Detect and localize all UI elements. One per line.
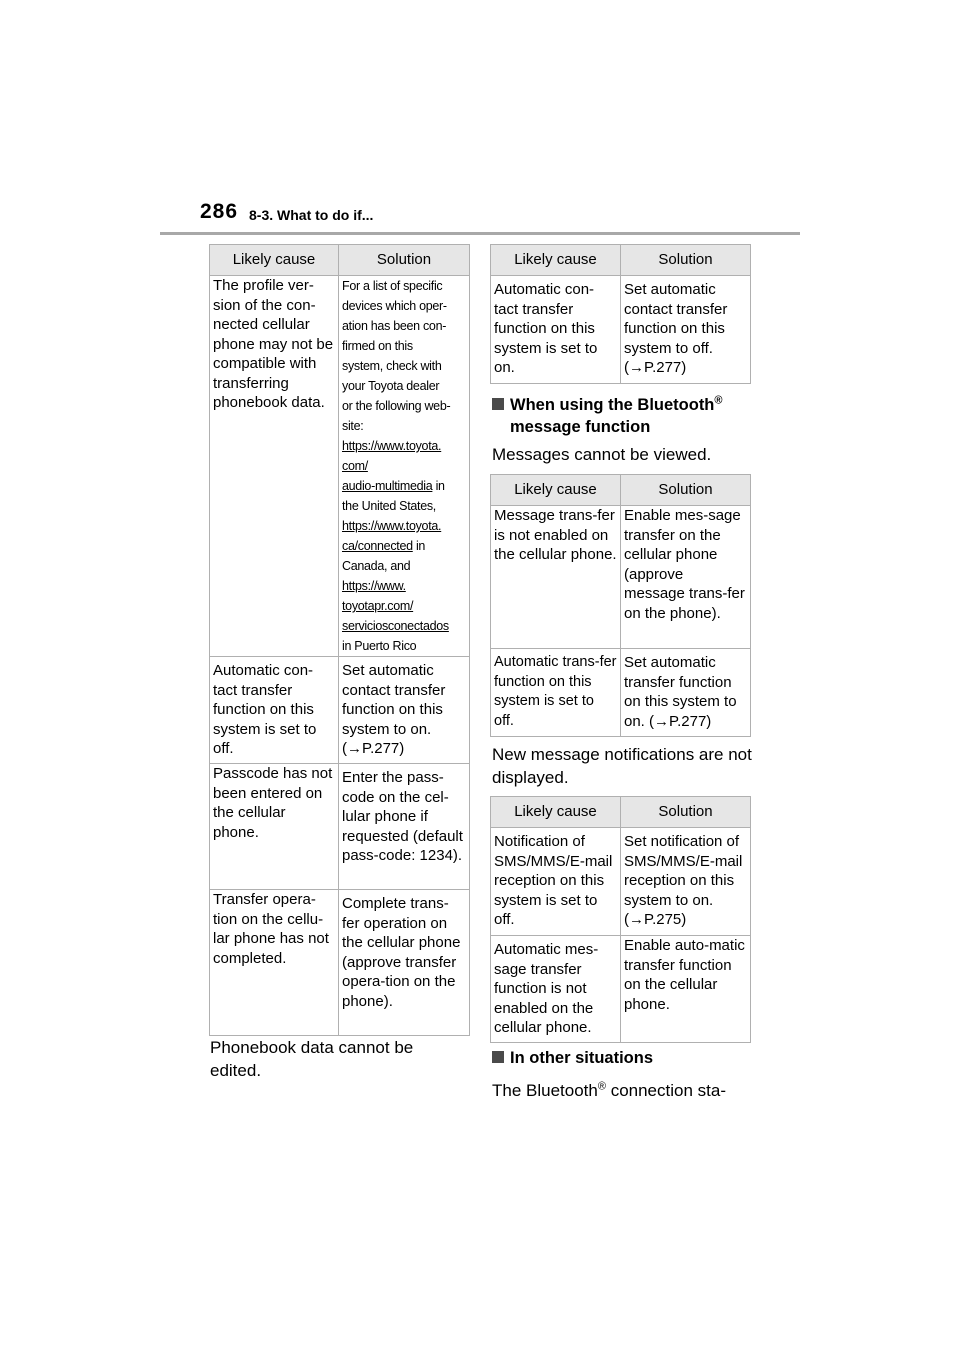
heading-other-situations: In other situations [492, 1047, 653, 1069]
messages-cannot-be-viewed: Messages cannot be viewed. [492, 445, 712, 464]
solution-cell: Set notification of SMS/MMS/E-mail reception on this system to on. (→P.275) [624, 833, 743, 928]
solution-cell: For a list of specific devices which oper- ation has been con- firmed on this system, check with your Toyota dealer or the following web- site: https://www.toyota. com/ audio-multimedia in the United States, https://www.toyota. ca/connected in Canada, and https://www. toyotapr.com/ serviciosconectados in Puerto Rico [339, 276, 469, 656]
cause-cell: Transfer opera-tion on the cellu-lar phone has not completed. [213, 891, 329, 967]
arrow-icon: → [629, 359, 644, 376]
square-bullet-icon [492, 398, 504, 410]
table-row [491, 649, 751, 737]
toyota-pr-link[interactable]: https://www. [342, 579, 406, 593]
page-ref-link[interactable]: P.277) [644, 359, 687, 376]
toyota-ca-link[interactable]: https://www.toyota. [342, 519, 442, 533]
toyota-pr-link-3[interactable]: serviciosconectados [342, 619, 449, 633]
col-solution: Solution [621, 245, 751, 276]
message-view-table [490, 474, 751, 737]
col-solution: Solution [339, 245, 470, 276]
solution-cell: Complete trans-fer operation on the cellular phone (approve transfer opera-tion on the phone). [342, 895, 461, 1010]
cause-cell: Automatic trans-fer function on this system is set to off. [494, 654, 617, 729]
toyota-us-link-2[interactable]: com/ [342, 459, 368, 473]
toyota-ca-link-2[interactable]: ca/connected [342, 539, 413, 553]
arrow-icon: → [629, 911, 644, 928]
solution-cell: Enter the pass-code on the cel-lular phone if requested (default pass-code: 1234). [342, 769, 463, 864]
col-likely-cause: Likely cause [210, 245, 339, 276]
toyota-pr-link-2[interactable]: toyotapr.com/ [342, 599, 414, 613]
page-ref-link[interactable]: P.277) [669, 712, 712, 730]
col-solution: Solution [621, 475, 751, 506]
cause-cell: Message trans-fer is not enabled on the cellular phone. [494, 507, 617, 563]
page-ref-link[interactable]: P.275) [644, 911, 687, 928]
table-row [210, 657, 470, 764]
col-likely-cause: Likely cause [491, 245, 621, 276]
table-row [491, 276, 751, 384]
cause-cell: Passcode has not been entered on the cellular phone. [213, 765, 333, 841]
page-number: 286 [200, 200, 239, 223]
cause-cell: Notification of SMS/MMS/E-mail reception on this system is set to off. [494, 833, 613, 928]
table-row [210, 276, 470, 657]
table-row [210, 764, 470, 890]
toyota-us-link-3[interactable]: audio-multimedia [342, 479, 433, 493]
arrow-icon: → [347, 740, 362, 757]
table-row [210, 890, 470, 1036]
toyota-us-link[interactable]: https://www.toyota. [342, 439, 442, 453]
solution-cell: Set automatic contact transfer function on this system to off. (→P.277) [624, 281, 728, 376]
solution-cell: Set automatic contact transfer function on this system to on. (→P.277) [342, 662, 446, 757]
bluetooth-connection-text: The Bluetooth® connection sta- [492, 1080, 726, 1100]
cause-cell: The profile ver-sion of the con-nected cellular phone may not be compatible with transferring phonebook data. [213, 277, 334, 411]
header-rule [160, 232, 800, 235]
notification-table [490, 796, 751, 1043]
solution-cell: Enable mes-sage transfer on the cellular phone (approve message trans-fer on the phone). [624, 507, 745, 622]
cause-cell: Automatic con-tact transfer function on this system is set to on. [494, 281, 598, 376]
page-ref-link[interactable]: P.277) [362, 740, 405, 757]
phonebook-transfer-table [209, 244, 470, 1036]
cause-cell: Automatic mes-sage transfer function is not enabled on the cellular phone. [494, 941, 599, 1036]
table-row [491, 506, 751, 649]
solution-cell: Set automatic transfer function on this system to on. (→P.277) [624, 654, 737, 730]
table-row [491, 828, 751, 936]
phonebook-edit-text: Phonebook data cannot be edited. [210, 1038, 414, 1080]
square-bullet-icon [492, 1051, 504, 1063]
arrow-icon: → [654, 712, 670, 730]
table-row [491, 936, 751, 1043]
col-likely-cause: Likely cause [491, 797, 621, 828]
col-solution: Solution [621, 797, 751, 828]
heading-bluetooth-message: When using the Bluetooth® message function [492, 394, 752, 438]
section-title: 8-3. What to do if... [249, 207, 374, 223]
cause-cell: Automatic con-tact transfer function on this system is set to off. [213, 662, 317, 757]
solution-cell: Enable auto-matic transfer function on the cellular phone. [624, 937, 745, 1013]
contact-transfer-on-table [490, 244, 751, 384]
col-likely-cause: Likely cause [491, 475, 621, 506]
notifications-not-displayed: New message notifications are not displayed. [492, 745, 752, 787]
